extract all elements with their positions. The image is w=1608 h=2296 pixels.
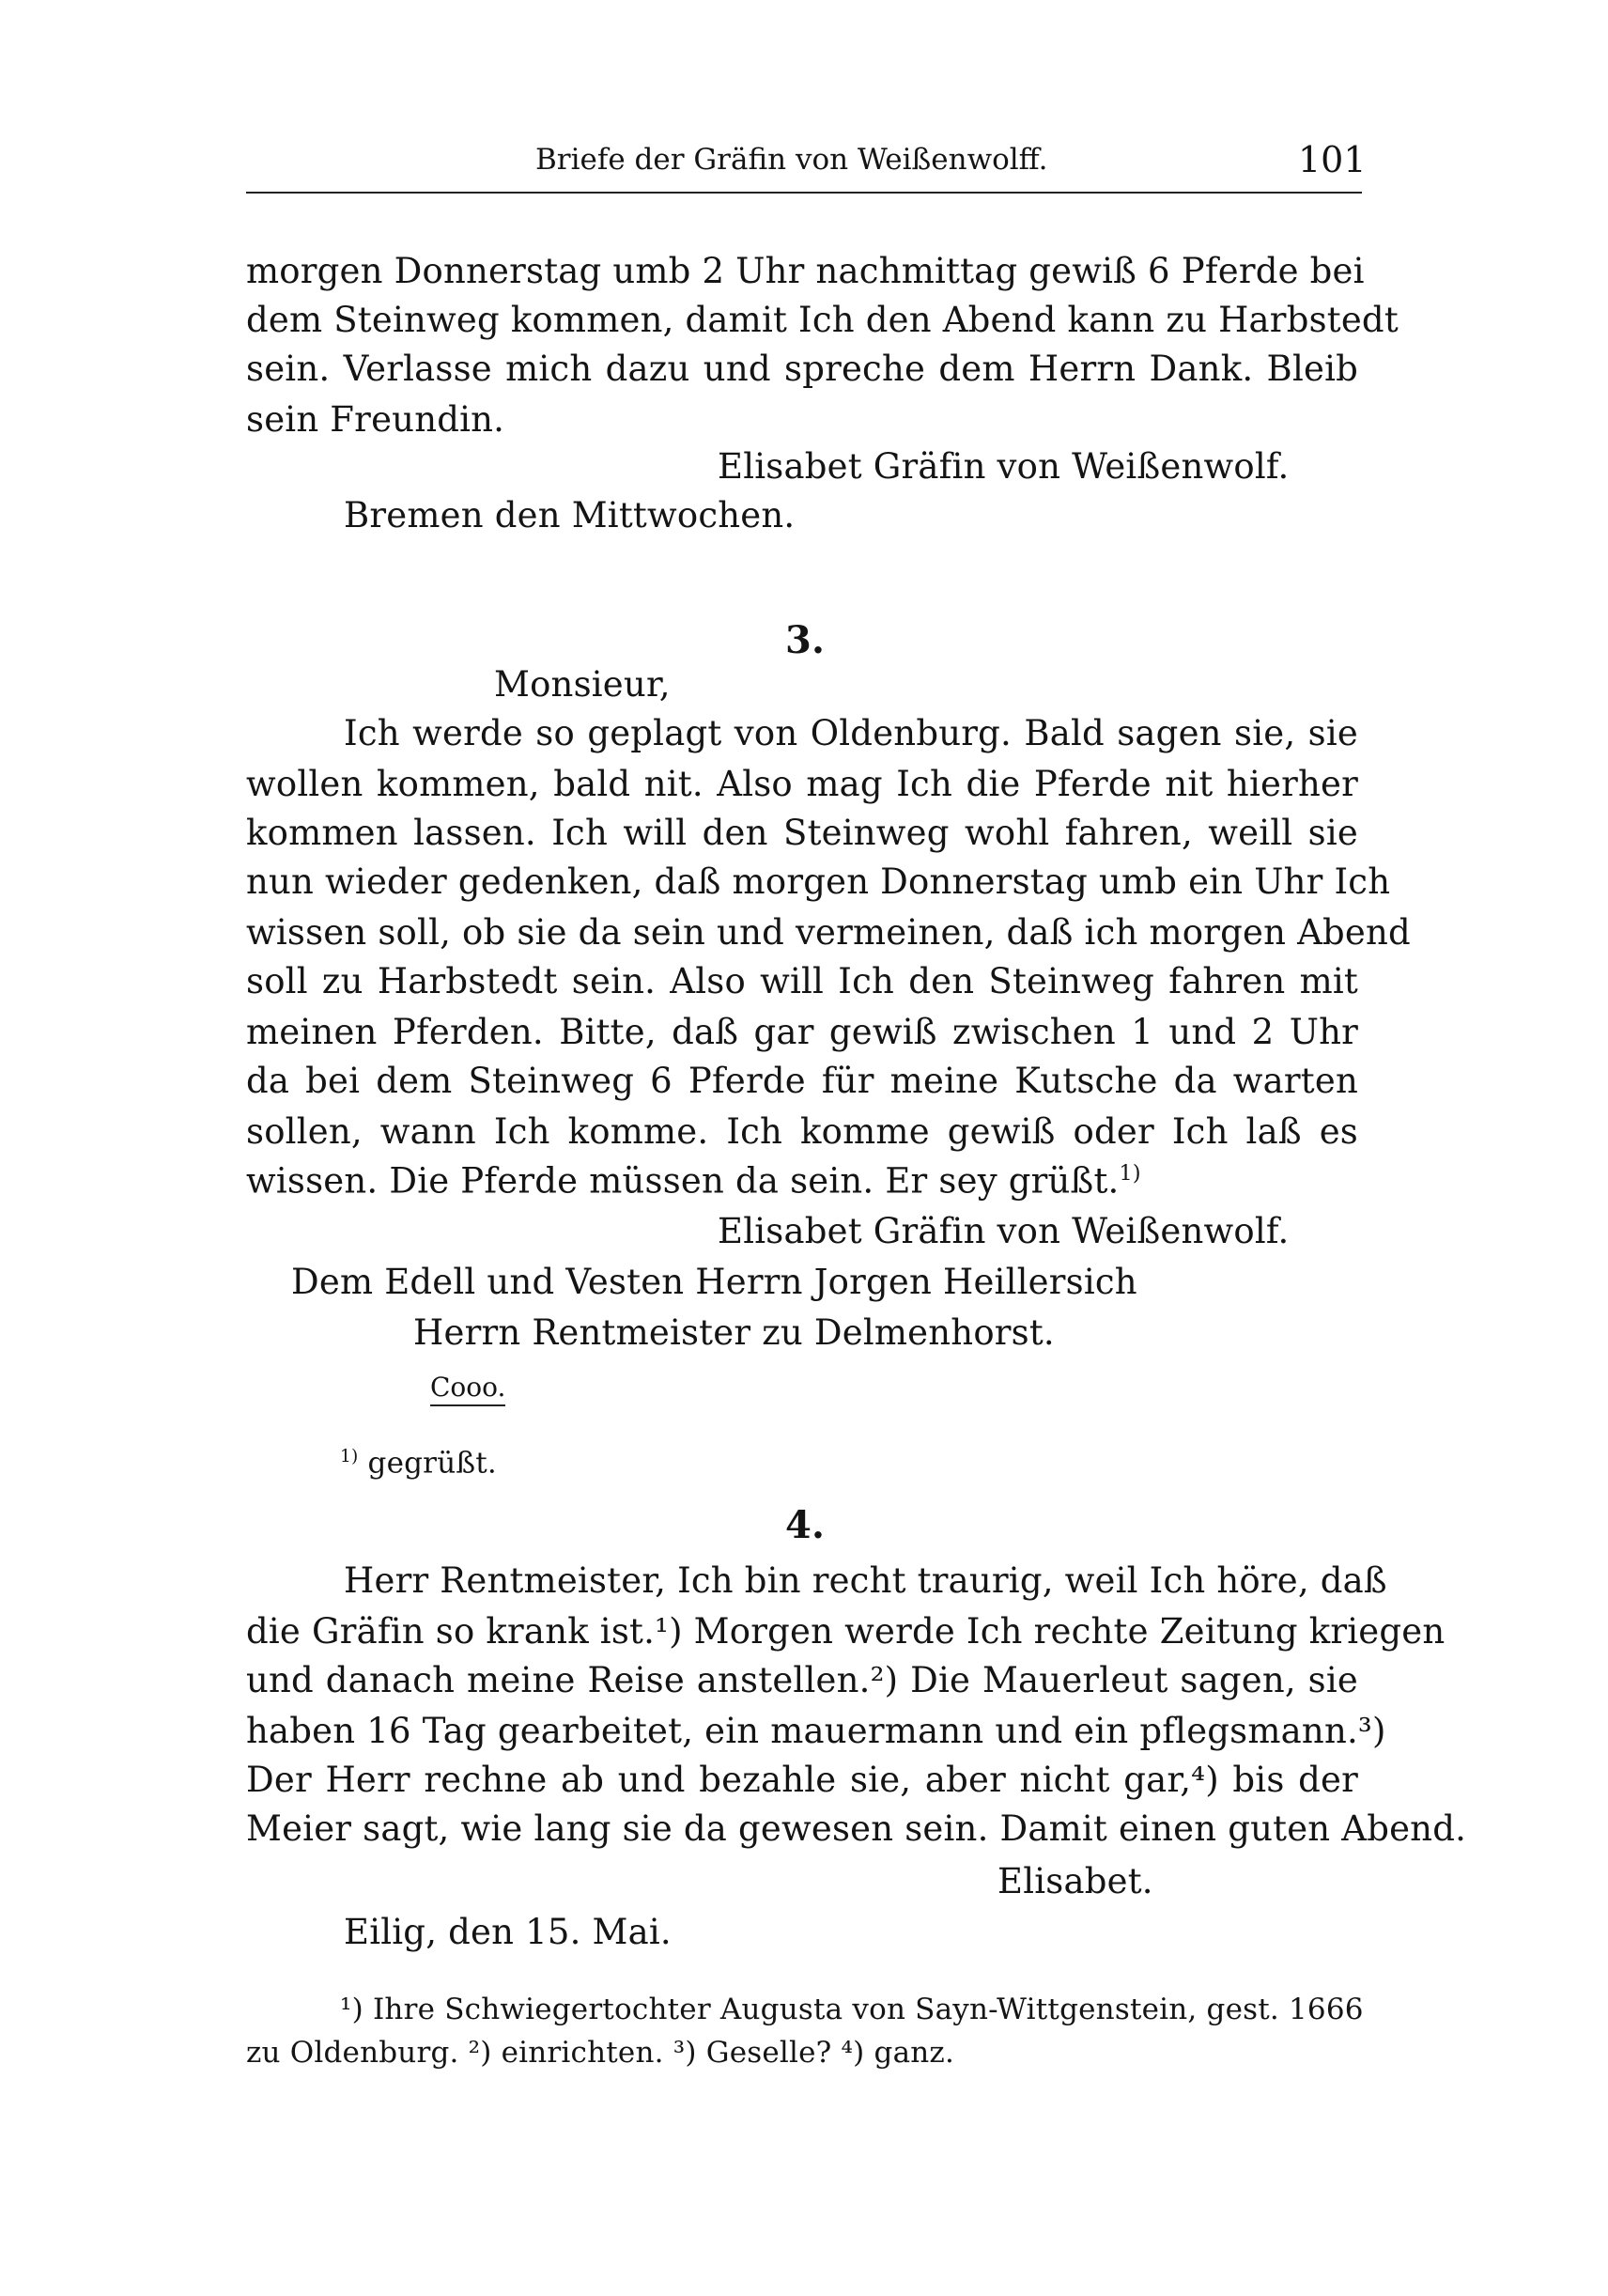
page-number: 101 xyxy=(1298,139,1367,180)
letter4-line-2: die Gräfin so krank ist.¹) Morgen werde Ich rechte Zeitung kriegen xyxy=(246,1611,1446,1652)
letter3-line-9: sollen, wann Ich komme. Ich komme gewiß oder Ich laß es xyxy=(246,1111,1358,1152)
letter3-line-10-text: wissen. Die Pferde müssen da sein. Er sey grüßt. xyxy=(246,1160,1120,1202)
letter4-place-date: Eilig, den 15. Mai. xyxy=(344,1912,672,1952)
letter3-line-6: soll zu Harbstedt sein. Also will Ich den Steinweg fahren mit xyxy=(246,961,1358,1001)
letter2-line-1: morgen Donnerstag umb 2 Uhr nachmittag gewiß 6 Pferde bei xyxy=(246,251,1365,291)
letter4-line-3: und danach meine Reise anstellen.²) Die Mauerleut sagen, sie xyxy=(246,1660,1358,1700)
letter4-line-1: Herr Rentmeister, Ich bin recht traurig, weil Ich höre, daß xyxy=(344,1560,1387,1601)
footnote-ref-1: 1) xyxy=(1119,1161,1141,1186)
letter2-line-3: sein. Verlasse mich dazu und spreche dem Herrn Dank. Bleib xyxy=(246,349,1358,389)
letter4-number: 4. xyxy=(785,1503,826,1547)
letter4-line-6: Meier sagt, wie lang sie da gewesen sein. Damit einen guten Abend. xyxy=(246,1808,1467,1849)
letter2-line-2: dem Steinweg kommen, damit Ich den Abend kann zu Harbstedt xyxy=(246,300,1399,340)
running-header-title: Briefe der Gräfin von Weißenwolff. xyxy=(535,143,1048,177)
letter3-signature: Elisabet Gräfin von Weißenwolf. xyxy=(718,1211,1290,1251)
letter3-line-5: wissen soll, ob sie da sein und vermeinen, daß ich morgen Abend xyxy=(246,912,1411,953)
letter4-signature: Elisabet. xyxy=(997,1861,1153,1901)
footnote-text: gegrüßt. xyxy=(367,1446,497,1481)
letter3-address-line-2: Herrn Rentmeister zu Delmenhorst. xyxy=(413,1312,1055,1353)
letter3-line-10 xyxy=(246,1160,1141,1202)
letter3-salutation: Monsieur, xyxy=(494,664,671,705)
letter2-signature: Elisabet Gräfin von Weißenwolf. xyxy=(718,446,1290,487)
letter3-number: 3. xyxy=(785,618,826,662)
footnote-mark: 1) xyxy=(340,1447,359,1466)
letter3-line-7: meinen Pferden. Bitte, daß gar gewiß zwischen 1 und 2 Uhr xyxy=(246,1012,1358,1052)
letter4-line-5: Der Herr rechne ab und bezahle sie, aber nicht gar,⁴) bis der xyxy=(246,1760,1358,1800)
letter2-line-4: sein Freundin. xyxy=(246,399,505,440)
letter2-place-date: Bremen den Mittwochen. xyxy=(344,495,796,535)
footnote-letter3 xyxy=(340,1446,497,1481)
letter3-address-line-1: Dem Edell und Vesten Herrn Jorgen Heillersich xyxy=(291,1262,1137,1302)
letter3-line-3: kommen lassen. Ich will den Steinweg wohl fahren, weill sie xyxy=(246,813,1358,853)
footnotes-letter4-line-2: zu Oldenburg. ²) einrichten. ³) Geselle? ⁴) ganz. xyxy=(246,2036,954,2070)
header-rule xyxy=(246,192,1362,194)
letter3-line-1: Ich werde so geplagt von Oldenburg. Bald sagen sie, sie xyxy=(344,713,1358,753)
footnotes-letter4-line-1: ¹) Ihre Schwiegertochter Augusta von Sayn-Wittgenstein, gest. 1666 xyxy=(340,1993,1364,2026)
letter3-line-2: wollen kommen, bald nit. Also mag Ich die Pferde nit hierher xyxy=(246,764,1358,804)
letter3-line-8: da bei dem Steinweg 6 Pferde für meine Kutsche da warten xyxy=(246,1061,1358,1101)
address-stamp: Cooo. xyxy=(430,1372,505,1406)
letter3-line-4: nun wieder gedenken, daß morgen Donnerstag umb ein Uhr Ich xyxy=(246,861,1391,902)
letter4-line-4: haben 16 Tag gearbeitet, ein mauermann und ein pflegsmann.³) xyxy=(246,1711,1386,1751)
